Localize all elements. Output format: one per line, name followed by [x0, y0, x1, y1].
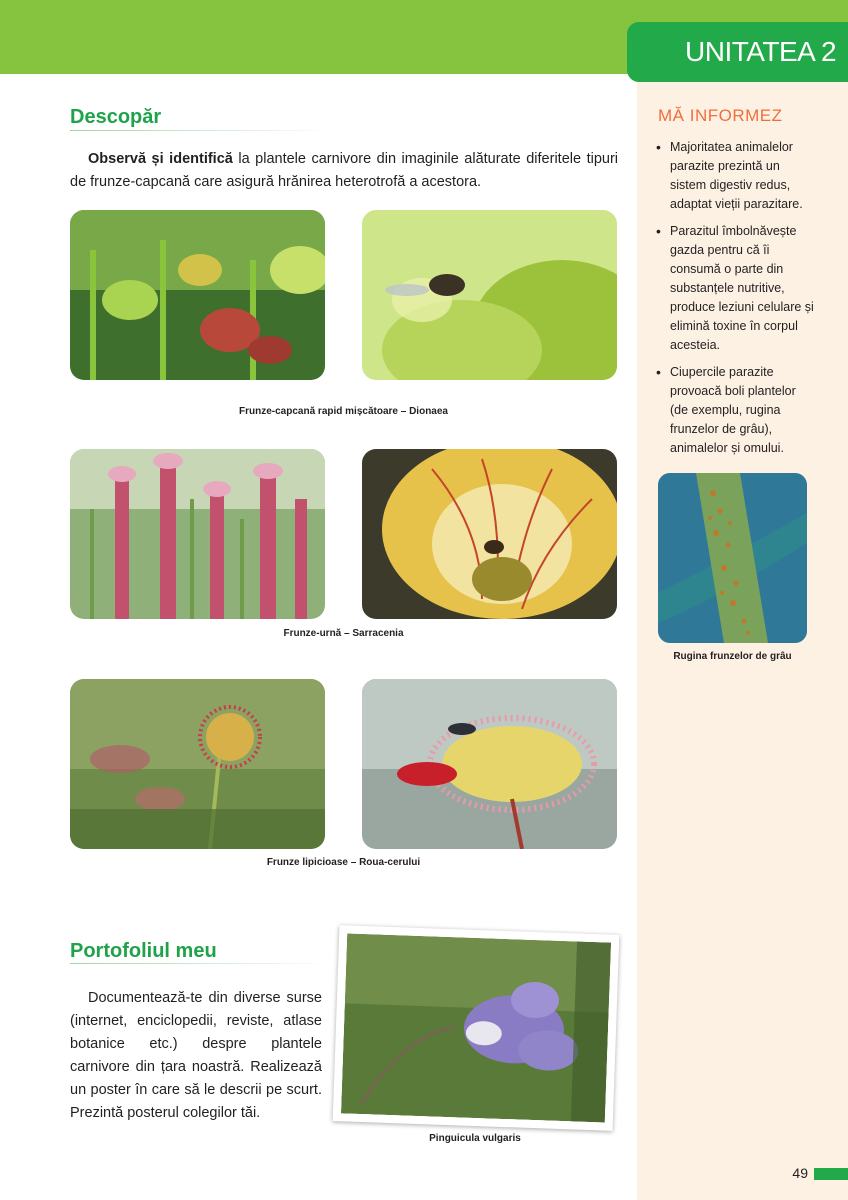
sidebar-list — [656, 138, 816, 466]
drosera-insect-photo — [362, 679, 617, 849]
sarracenia-bug-photo — [362, 449, 617, 619]
sidebar-title: MĂ INFORMEZ — [658, 106, 783, 125]
sidebar-item: • Parazitul îmbolnăvește gazda pentru că îi consumă o parte din substanțele nutritive, produce leziuni celulare și elimină toxine în corpul acesteia. — [656, 222, 816, 355]
wheat-rust-caption: Rugina frunzelor de grâu — [673, 651, 792, 662]
portfolio-heading: Portofoliul meu — [70, 940, 217, 962]
dionaea-fly-photo — [362, 210, 617, 380]
discover-intro — [70, 148, 618, 194]
wheat-rust-photo — [658, 473, 807, 643]
page-number: 49 — [792, 1165, 808, 1181]
heading-underline — [70, 130, 332, 131]
dionaea-photo — [70, 210, 325, 380]
intro-bold: Observă și identifică — [88, 151, 233, 167]
sidebar-item: • Majoritatea animalelor parazite prezintă un sistem digestiv redus, adaptat vieții parazitare. — [656, 138, 816, 214]
heading-underline — [70, 963, 332, 964]
sarracenia-caption: Frunze-urnă – Sarracenia — [283, 628, 404, 639]
intro-text: la plantele carnivore din imaginile alăturate diferitele tipuri de frunze-capcană care asigură hrănirea heterotrofă a acestora. — [70, 151, 618, 190]
drosera-photo — [70, 679, 325, 849]
portfolio-text: Documentează-te din diverse surse (internet, enciclopedii, reviste, atlase botanice etc.) despre plantele carnivore din țara noastră. Realizează un poster în care să le descrii pe scurt. Prezintă posterul colegilor tăi. — [70, 990, 322, 1121]
sidebar-item: • Ciupercile parazite provoacă boli plantelor (de exemplu, rugina frunzelor de grâu), animalelor și omului. — [656, 363, 816, 458]
dionaea-caption: Frunze-capcană rapid mișcătoare – Dionaea — [239, 406, 448, 417]
page-number-strip — [814, 1168, 848, 1180]
drosera-caption: Frunze lipicioase – Roua-cerului — [266, 857, 421, 868]
pinguicula-photo-frame — [333, 925, 620, 1131]
pinguicula-photo — [341, 933, 611, 1122]
unit-tab: UNITATEA 2 — [627, 22, 848, 82]
sarracenia-photo — [70, 449, 325, 619]
discover-heading: Descopăr — [70, 106, 162, 128]
pinguicula-caption: Pinguicula vulgaris — [429, 1133, 521, 1144]
